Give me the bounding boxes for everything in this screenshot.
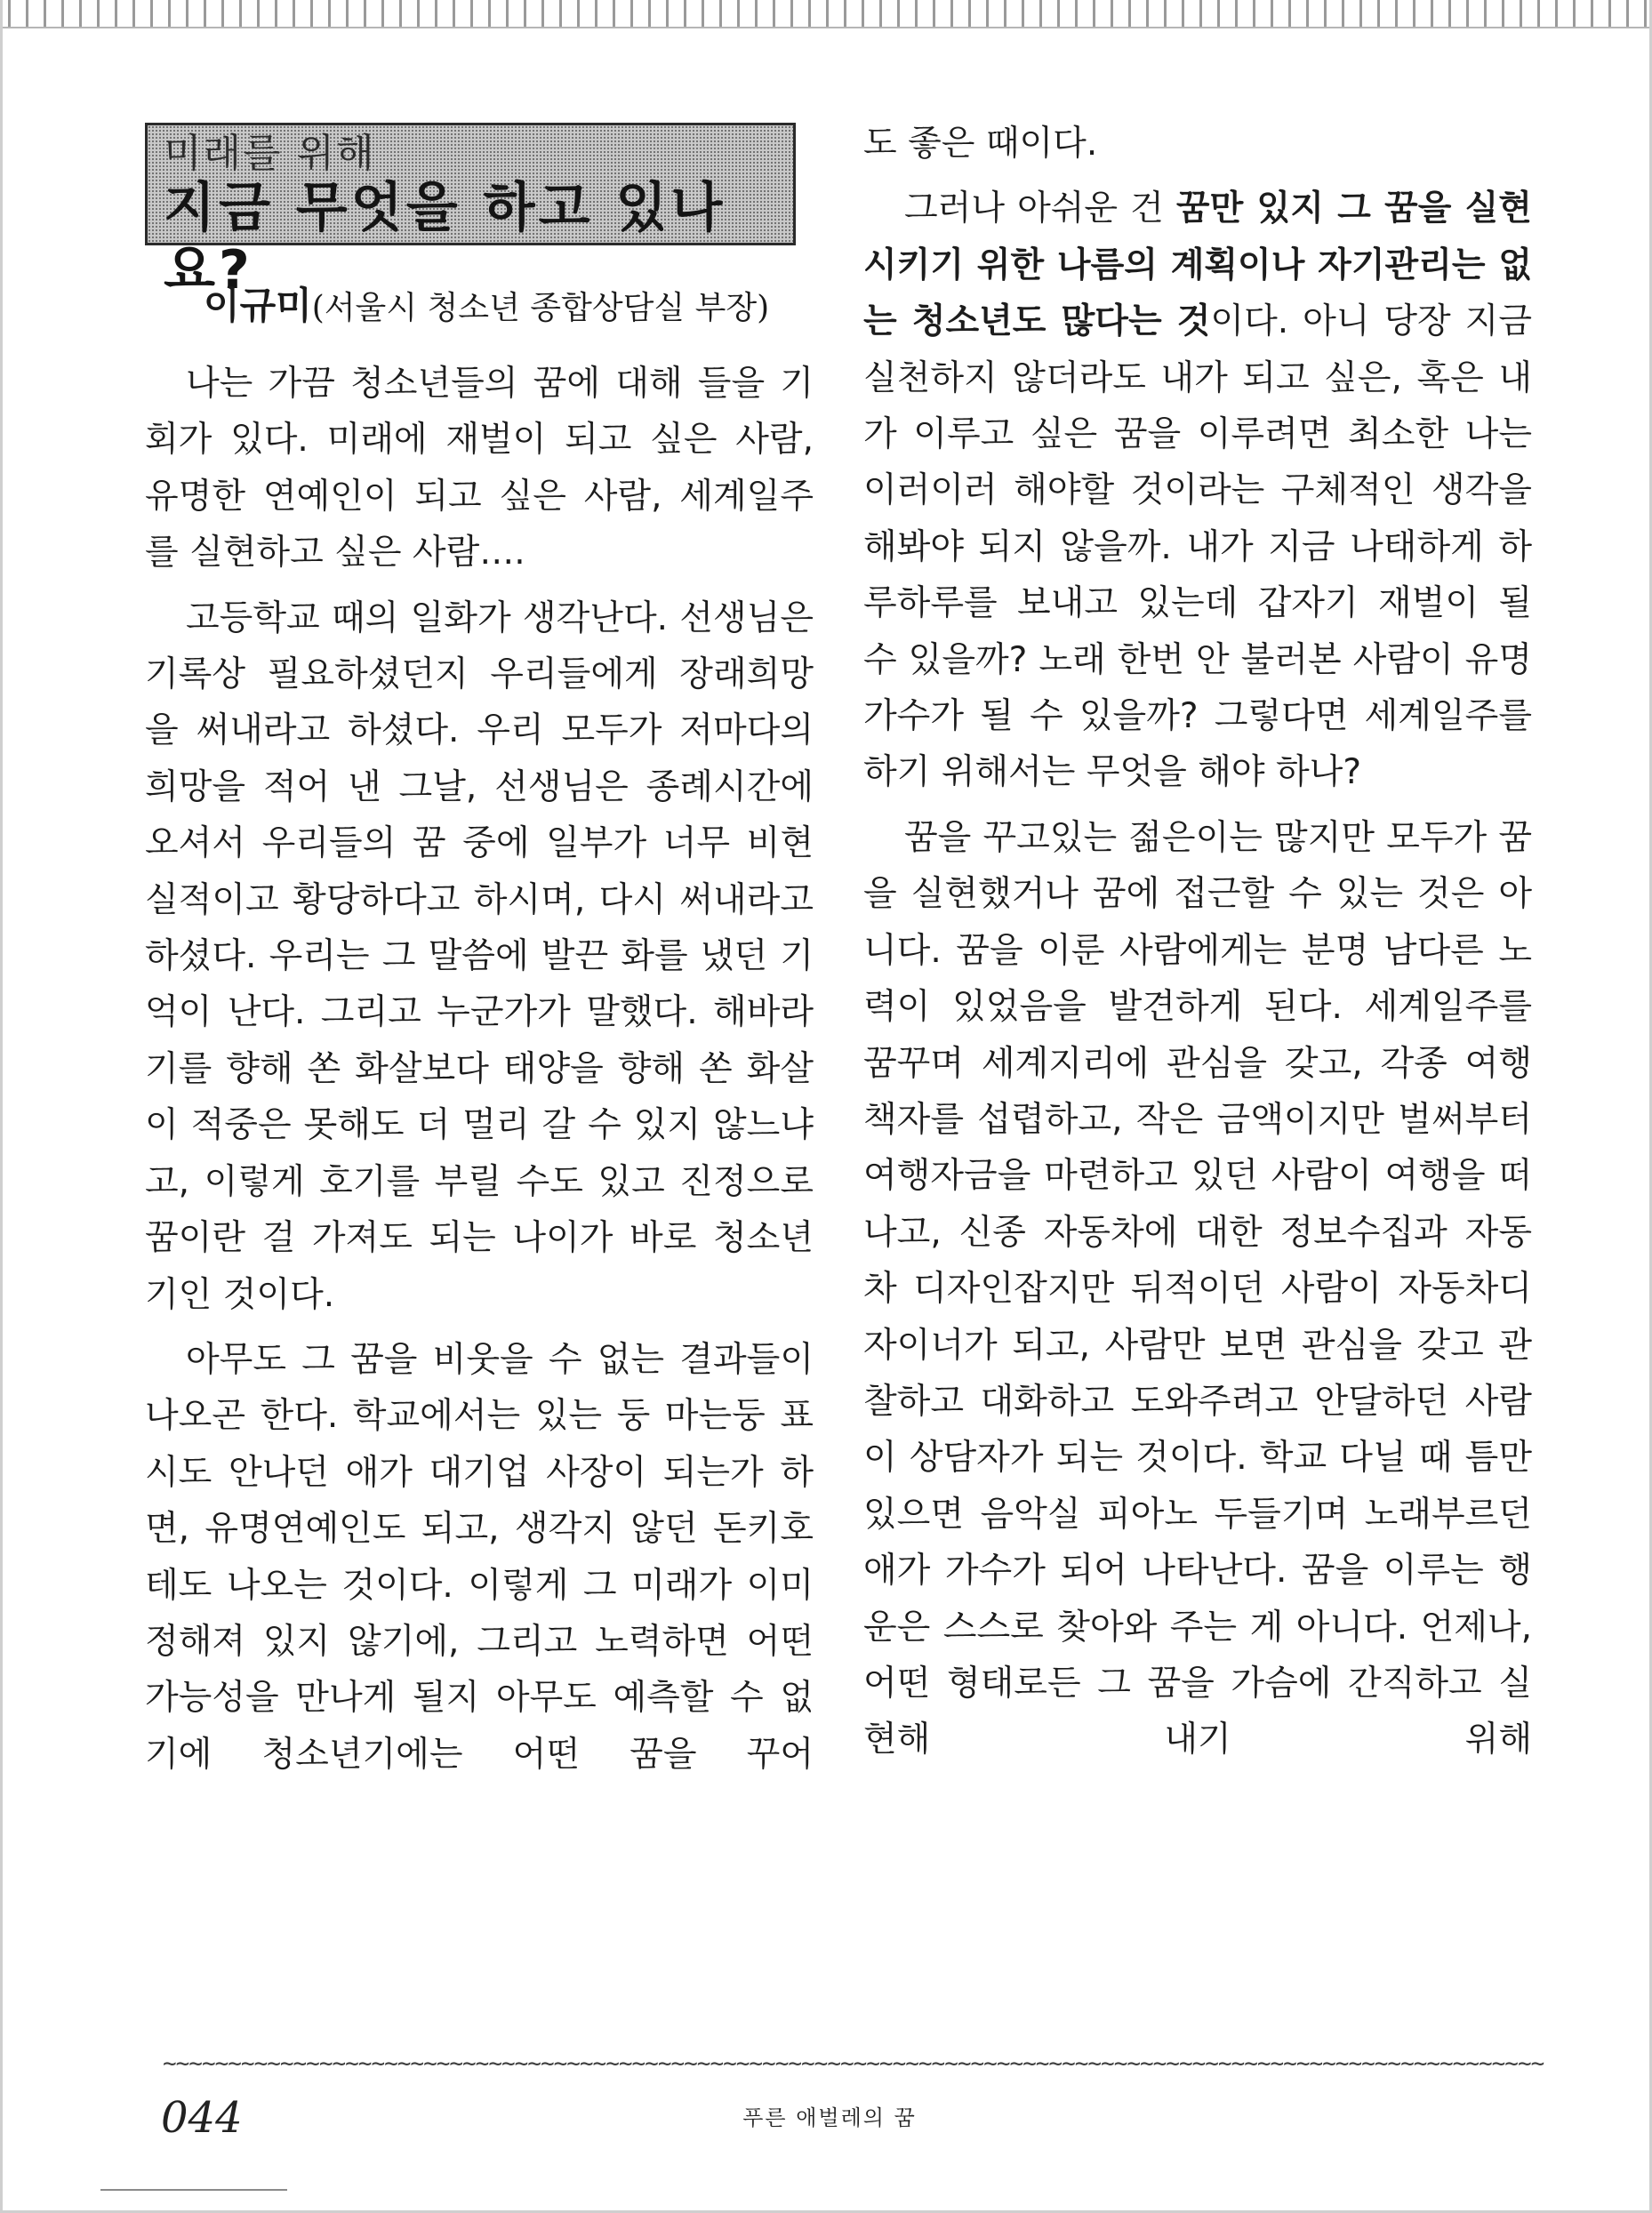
publication-title: 푸른 애벌레의 꿈 bbox=[742, 2105, 917, 2130]
author-affiliation: (서울시 청소년 종합상담실 부장) bbox=[311, 290, 770, 326]
title-subtitle: 미래를 위해 bbox=[164, 131, 376, 176]
paragraph: 꿈을 꾸고있는 젊은이는 많지만 모두가 꿈을 실현했거나 꿈에 접근할 수 있는 것은 아니다. 꿈을 이룬 사람에게는 분명 남다른 노력이 있었음을 발견하게 된다. 세계일주를 꿈꾸며 세계지리에 관심을 갖고, 각종 여행책자를 섭렵하고, 작은 금액이지만 벌써부터 여행자금을 마련하고 있던 사람이 여행을 떠나고, 신종 자동차에 대한 정보수집과 자동차 디자인잡지만 뒤적이던 사람이 자동차디자이너가 되고, 사람만 보면 관심을 갖고 관찰하고 대화하고 도와주려고 안달하던 사람이 상담자가 되는 것이다. 학교 다닐 때 틈만 있으면 음악실 피아노 두들기며 노래부르던 애가 가수가 되어 나타난다. 꿈을 이루는 행운은 스스로 찾아와 주는 게 아니다. 언제나, 어떤 형태로든 그 꿈을 가슴에 간직하고 실현해 내기 위해 bbox=[863, 817, 1532, 1760]
page-title: 지금 무엇을 하고 있나요? bbox=[164, 177, 726, 301]
left-column bbox=[145, 356, 814, 1792]
author-name: 이규미 bbox=[204, 284, 312, 327]
emphasized-text: 꿈만 있지 그 꿈을 실현시키기 위한 나름의 계획이나 자기관리는 없는 청소년도 많다는 것 bbox=[863, 188, 1532, 342]
page-number: 044 bbox=[161, 2093, 243, 2143]
byline bbox=[204, 281, 808, 333]
paragraph: 나는 가끔 청소년들의 꿈에 대해 들을 기회가 있다. 미래에 재벌이 되고 싶은 사람, 유명한 연예인이 되고 싶은 사람, 세계일주를 실현하고 싶은 사람…. bbox=[145, 364, 814, 573]
paragraph-text: 그러나 아쉬운 건 bbox=[904, 188, 1176, 229]
title-box bbox=[145, 123, 796, 301]
paragraph: 아무도 그 꿈을 비웃을 수 없는 결과들이 나오곤 한다. 학교에서는 있는 둥 마는둥 표시도 안나던 애가 대기업 사장이 되는가 하면, 유명연예인도 되고, 생각지 않던 돈키호테도 나오는 것이다. 이렇게 그 미래가 이미 정해져 있지 않기에, 그리고 노력하면 어떤 가능성을 만나게 될지 아무도 예측할 수 없기에 청소년기에는 어떤 꿈을 꾸어 bbox=[145, 1339, 814, 1775]
pen-mark bbox=[100, 2189, 287, 2191]
footer-divider: ~~~~~~~~~~~~~~~~~~~~~~~~~~~~~~~~~~~~~~~~~~~~~~~~~~~~~~~~~~~~~~~~~~~~~~~~~~~~~~~~~~~~~~~~~~~~~~~~~~~~~~~~~~ bbox=[163, 2050, 1544, 2077]
paragraph bbox=[863, 180, 1532, 800]
paragraph: 도 좋은 때이다. bbox=[863, 124, 1098, 164]
paragraph: 고등학교 때의 일화가 생각난다. 선생님은 기록상 필요하셨던지 우리들에게 장래희망을 써내라고 하셨다. 우리 모두가 저마다의 희망을 적어 낸 그날, 선생님은 종례시간에 오셔서 우리들의 꿈 중에 일부가 너무 비현실적이고 황당하다고 하시며, 다시 써내라고 하셨다. 우리는 그 말씀에 발끈 화를 냈던 기억이 난다. 그리고 누군가가 말했다. 해바라기를 향해 쏜 화살보다 태양을 향해 쏜 화살이 적중은 못해도 더 멀리 갈 수 있지 않느냐고, 이렇게 호기를 부릴 수도 있고 진정으로 꿈이란 걸 가져도 되는 나이가 바로 청소년기인 것이다. bbox=[145, 597, 814, 1315]
right-column bbox=[863, 116, 1532, 1777]
spiral-binding bbox=[3, 0, 1649, 28]
paragraph-text: 이다. 아니 당장 지금 실천하지 않더라도 내가 되고 싶은, 혹은 내가 이루고 싶은 꿈을 이루려면 최소한 나는 이러이러 해야할 것이라는 구체적인 생각을 해봐야 되지 않을까. 내가 지금 나태하게 하루하루를 보내고 있는데 갑자기 재벌이 될 수 있을까? 노래 한번 안 불러본 사람이 유명 가수가 될 수 있을까? 그렇다면 세계일주를 하기 위해서는 무엇을 해야 하나? bbox=[863, 301, 1532, 793]
